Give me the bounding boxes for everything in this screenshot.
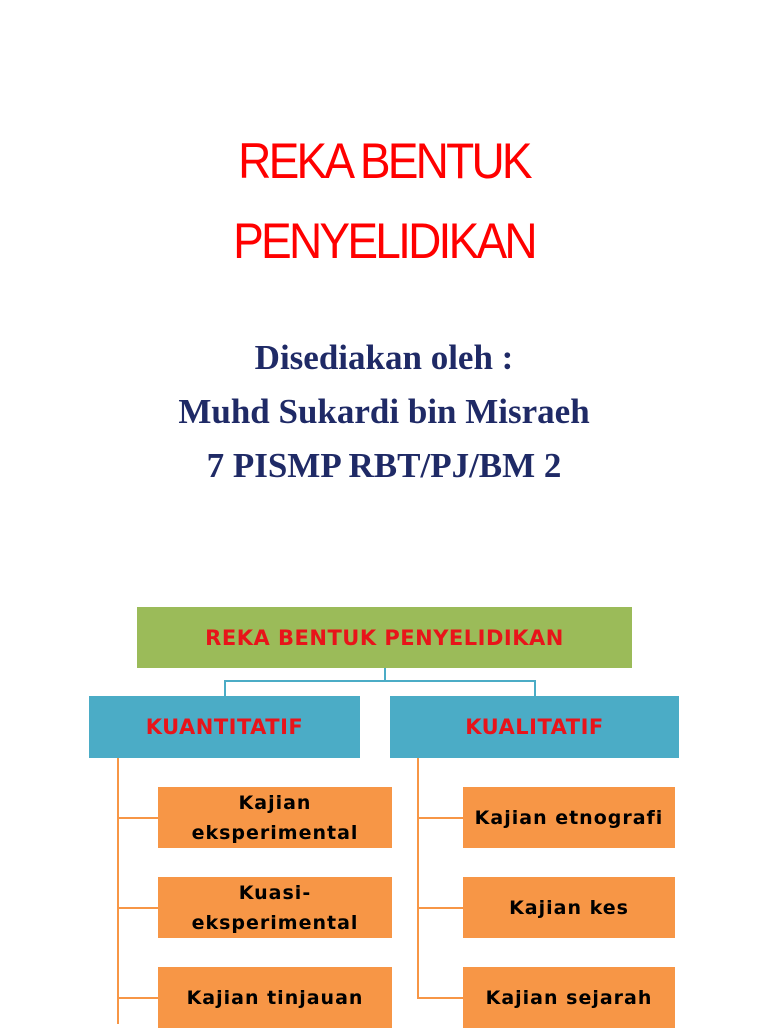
leaf-kuasi-eksperimental: Kuasi-eksperimental bbox=[158, 877, 392, 938]
author-name: Muhd Sukardi bin Misraeh bbox=[178, 392, 590, 431]
author-class: 7 PISMP RBT/PJ/BM 2 bbox=[206, 446, 562, 485]
branch-quantitative: KUANTITATIF bbox=[89, 696, 360, 758]
quantitative-tick-1 bbox=[117, 817, 158, 819]
title-line-1: REKA BENTUK bbox=[238, 133, 530, 189]
title-line-2: PENYELIDIKAN bbox=[233, 213, 535, 269]
qualitative-spine bbox=[417, 758, 419, 999]
qualitative-tick-3 bbox=[417, 997, 463, 999]
quantitative-spine bbox=[117, 758, 119, 1024]
qualitative-tick-1 bbox=[417, 817, 463, 819]
branch-connector-left bbox=[224, 680, 226, 696]
leaf-kajian-tinjauan: Kajian tinjauan bbox=[158, 967, 392, 1028]
root-node: REKA BENTUK PENYELIDIKAN bbox=[137, 607, 632, 668]
root-connector-horizontal bbox=[224, 680, 536, 682]
leaf-kajian-kes: Kajian kes bbox=[463, 877, 675, 938]
branch-qualitative: KUALITATIF bbox=[390, 696, 679, 758]
quantitative-tick-2 bbox=[117, 907, 158, 909]
leaf-kajian-eksperimental: Kajian eksperimental bbox=[158, 787, 392, 848]
branch-connector-right bbox=[534, 680, 536, 696]
leaf-kajian-etnografi: Kajian etnografi bbox=[463, 787, 675, 848]
qualitative-tick-2 bbox=[417, 907, 463, 909]
prepared-by-label: Disediakan oleh : bbox=[254, 338, 514, 377]
leaf-kajian-sejarah: Kajian sejarah bbox=[463, 967, 675, 1028]
quantitative-tick-3 bbox=[117, 997, 158, 999]
